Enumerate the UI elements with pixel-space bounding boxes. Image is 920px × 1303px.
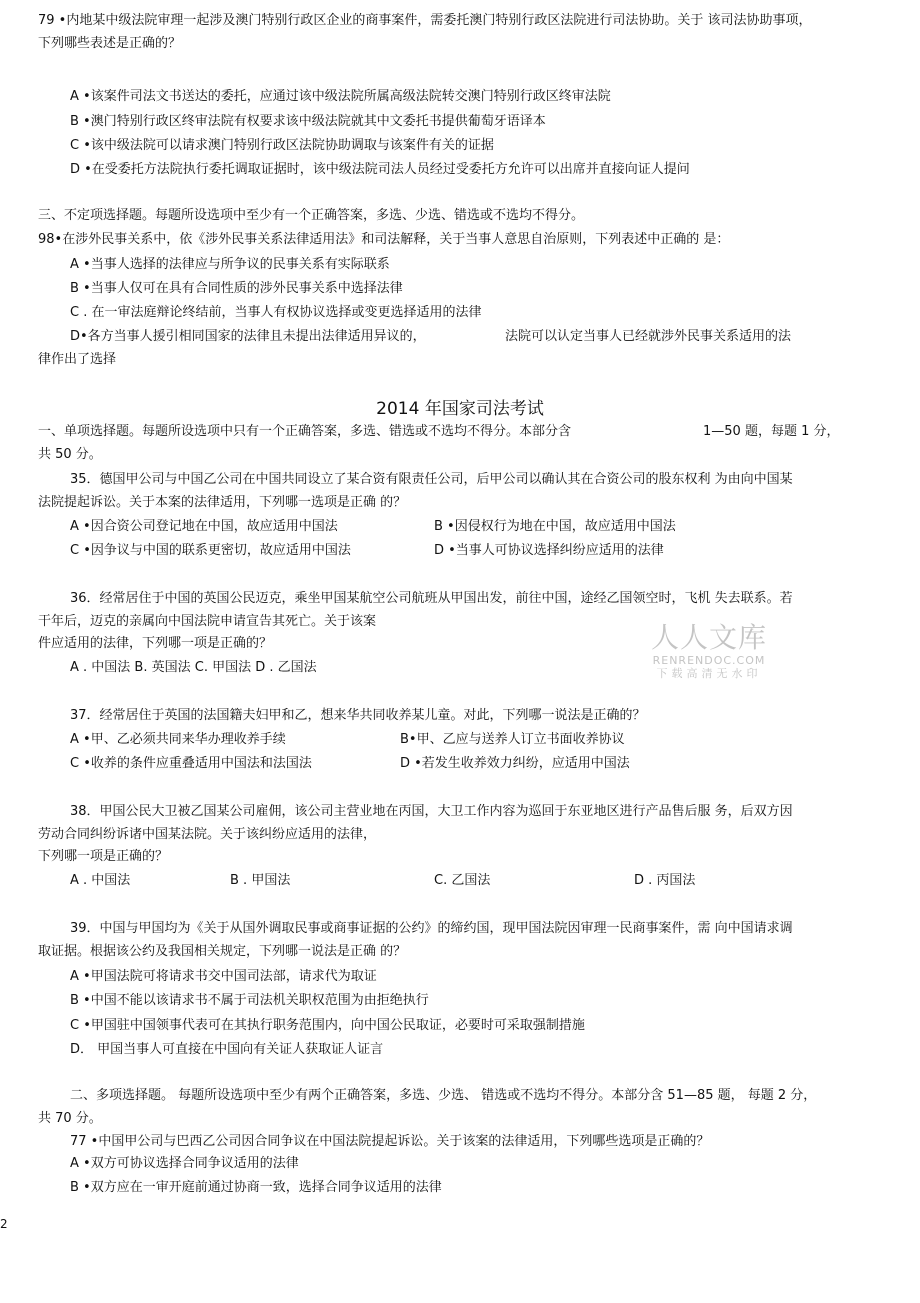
q79-option-a: A •该案件司法文书送达的委托，应通过该中级法院所属高级法院转交澳门特别行政区终审法院 <box>70 89 611 104</box>
exam-title: 2014 年国家司法考试 <box>376 399 544 419</box>
q36-stem-line2: 干年后，迈克的亲属向中国法院申请宣告其死亡。关于该案 <box>38 614 377 629</box>
q37-option-c: C •收养的条件应重叠适用中国法和法国法 <box>70 756 312 771</box>
q38-option-d: D . 丙国法 <box>634 873 696 888</box>
q77-option-a: A •双方可协议选择合同争议适用的法律 <box>70 1156 299 1171</box>
q35-stem-line2: 法院提起诉讼。关于本案的法律适用，下列哪一选项是正确 的？ <box>38 495 407 510</box>
q39-option-c: C •甲国驻中国领事代表可在其执行职务范围内，向中国公民取证，必要时可采取强制措施 <box>70 1018 585 1033</box>
section1-heading-line2: 共 50 分。 <box>38 447 102 462</box>
q98-option-a: A •当事人选择的法律应与所争议的民事关系有实际联系 <box>70 257 390 272</box>
q98-option-c: C . 在一审法庭辩论终结前，当事人有权协议选择或变更选择适用的法律 <box>70 305 482 320</box>
q79-stem-line1: 79 •内地某中级法院审理一起涉及澳门特别行政区企业的商事案件，需委托澳门特别行政区法院进行司法协助。关于 该司法协助事项， <box>38 13 812 28</box>
q35-option-c: C •因争议与中国的联系更密切，故应适用中国法 <box>70 543 351 558</box>
q39-option-d: D． 甲国当事人可直接在中国向有关证人获取证人证言 <box>70 1042 384 1057</box>
page-number: 2 <box>0 1217 8 1231</box>
q36-stem-line1: 36．经常居住于中国的英国公民迈克，乘坐甲国某航空公司航班从甲国出发，前往中国，途经乙国领空时，飞机 失去联系。若 <box>70 591 793 606</box>
q39-stem-line1: 39．中国与甲国均为《关于从国外调取民事或商事证据的公约》的缔约国，现甲国法院因审理一民商事案件，需 向中国请求调 <box>70 921 793 936</box>
q36-options: A . 中国法 B. 英国法 C. 甲国法 D . 乙国法 <box>70 660 317 675</box>
q37-option-a: A •甲、乙必须共同来华办理收养手续 <box>70 732 286 747</box>
q79-option-d: D •在受委托方法院执行委托调取证据时，该中级法院司法人员经过受委托方允许可以出席并直接向证人提问 <box>70 162 690 177</box>
q36-stem-line3: 件应适用的法律，下列哪一项是正确的？ <box>38 636 273 651</box>
q39-option-b: B •中国不能以该请求书不属于司法机关职权范围为由拒绝执行 <box>70 993 429 1008</box>
q98-option-d-part2: 法院可以认定当事人已经就涉外民事关系适用的法 <box>505 329 792 344</box>
section2-heading-line1: 二、多项选择题。 每题所设选项中至少有两个正确答案，多选、少选、 错选或不选均不得分。本部分含 51—85 题， 每题 2 分， <box>70 1088 817 1103</box>
section2-heading-line2: 共 70 分。 <box>38 1111 102 1126</box>
q38-stem-line2: 劳动合同纠纷诉诸中国某法院。关于该纠纷应适用的法律， <box>38 827 377 842</box>
q98-option-d-part3: 律作出了选择 <box>38 352 117 367</box>
q37-stem: 37．经常居住于英国的法国籍夫妇甲和乙，想来华共同收养某儿童。对此，下列哪一说法是正确的？ <box>70 708 646 723</box>
q98-option-d-part1: D•各方当事人援引相同国家的法律且未提出法律适用异议的， <box>70 329 426 344</box>
q39-option-a: A •甲国法院可将请求书交中国司法部，请求代为取证 <box>70 969 377 984</box>
q35-option-b: B •因侵权行为地在中国，故应适用中国法 <box>434 519 676 534</box>
q37-option-d: D •若发生收养效力纠纷，应适用中国法 <box>400 756 630 771</box>
q38-option-c: C. 乙国法 <box>434 873 491 888</box>
q38-option-b: B . 甲国法 <box>230 873 291 888</box>
section1-heading-part1: 一、单项选择题。每题所设选项中只有一个正确答案，多选、错选或不选均不得分。本部分含 <box>38 424 572 439</box>
q77-stem: 77 •中国甲公司与巴西乙公司因合同争议在中国法院提起诉讼。关于该案的法律适用，下列哪些选项是正确的？ <box>70 1134 710 1149</box>
q35-option-a: A •因合资公司登记地在中国，故应适用中国法 <box>70 519 338 534</box>
q35-option-d: D •当事人可协议选择纠纷应适用的法律 <box>434 543 664 558</box>
q38-option-a: A . 中国法 <box>70 873 131 888</box>
q79-stem-line2: 下列哪些表述是正确的？ <box>38 36 182 51</box>
q77-option-b: B •双方应在一审开庭前通过协商一致，选择合同争议适用的法律 <box>70 1180 442 1195</box>
watermark-slogan: 下载高清无水印 <box>656 667 762 680</box>
q98-stem: 98•在涉外民事关系中，依《涉外民事关系法律适用法》和司法解释，关于当事人意思自治原则，下列表述中正确的 是： <box>38 232 730 247</box>
q38-stem-line3: 下列哪一项是正确的？ <box>38 849 169 864</box>
watermark <box>646 622 772 681</box>
q79-option-b: B •澳门特别行政区终审法院有权要求该中级法院就其中文委托书提供葡萄牙语译本 <box>70 114 546 129</box>
q35-stem-line1: 35．德国甲公司与中国乙公司在中国共同设立了某合资有限责任公司，后甲公司以确认其在合资公司的股东权利 为由向中国某 <box>70 472 793 487</box>
q38-stem-line1: 38．甲国公民大卫被乙国某公司雇佣，该公司主营业地在丙国，大卫工作内容为巡回于东亚地区进行产品售后服 务，后双方因 <box>70 804 793 819</box>
q37-option-b: B•甲、乙应与送养人订立书面收养协议 <box>400 732 625 747</box>
q39-stem-line2: 取证据。根据该公约及我国相关规定，下列哪一说法是正确 的？ <box>38 944 407 959</box>
section1-heading-part2: 1—50 题，每题 1 分， <box>703 424 840 439</box>
q98-option-b: B •当事人仅可在具有合同性质的涉外民事关系中选择法律 <box>70 281 403 296</box>
watermark-logo: 人人文库 <box>650 621 767 654</box>
section3-heading: 三、不定项选择题。每题所设选项中至少有一个正确答案，多选、少选、错选或不选均不得分。 <box>38 208 585 223</box>
watermark-url: RENRENDOC.COM <box>652 654 766 667</box>
q79-option-c: C •该中级法院可以请求澳门特别行政区法院协助调取与该案件有关的证据 <box>70 138 494 153</box>
